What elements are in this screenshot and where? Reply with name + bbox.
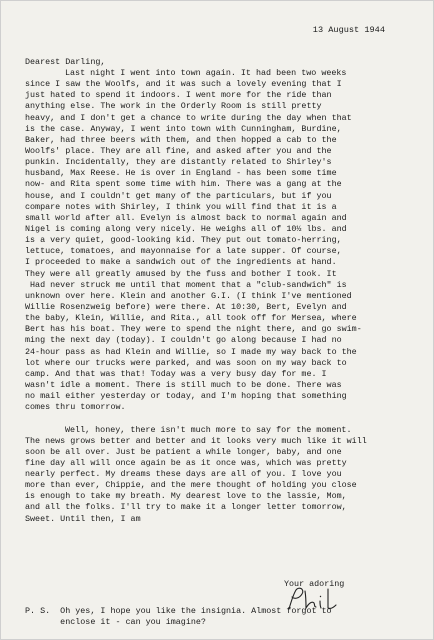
text-line: wasn't idle a moment. There is still much to be done. There was (25, 379, 342, 390)
text-line: Well, honey, there isn't much more to say for the moment. (65, 424, 352, 435)
text-line: the baby, Klein, Willie, and Rita., all took off for Mersea, where (25, 313, 357, 324)
text-line: camp. And that was that! Today was a very busy day for me. I (25, 368, 327, 379)
letter-date: 13 August 1944 (312, 25, 385, 35)
text-line: unknown over here. Klein and another G.I. (I think I've mentioned (25, 290, 352, 301)
text-line: since I saw the Woolfs, and it was such a lovely evening that I (25, 79, 342, 90)
paragraph-2 (25, 425, 429, 525)
text-line: Sweet. Until then, I am (25, 513, 141, 524)
text-line: husband, Max Reese. He is over in England - has been some time (25, 168, 337, 179)
text-line: nearly perfect. My dreams these days are all of you. I love you (25, 469, 342, 480)
text-line: Woolfs' place. They are all fine, and asked after you and the (25, 145, 332, 156)
text-line: compare notes with Shirley, I think you will find that it is a (25, 201, 337, 212)
salutation: Dearest Darling, (25, 57, 106, 67)
text-line: anything else. The work in the Orderly Room is still pretty (25, 101, 322, 112)
text-line: small world after all. Evelyn is almost back to normal again and (25, 212, 347, 223)
postscript-line: P. S. Oh yes, I hope you like the insignia. Almost forgot to (25, 606, 332, 616)
text-line: Nigel is coming along very nicely. He weighs all of 10½ lbs. and (25, 223, 347, 234)
text-line: ming the next day (today). I couldn't go along because I had no (25, 335, 342, 346)
text-line: is enough to take my breath. My dearest love to the lassie, Mom, (25, 491, 347, 502)
text-line: is the case. Anyway, I went into town with Cunningham, Burdine, (25, 123, 342, 134)
text-line: house, and I couldn't get many of the particulars, but if you (25, 190, 332, 201)
closing: Your adoring (284, 579, 345, 589)
text-line: more than ever, Chippie, and the mere thought of holding you close (25, 480, 357, 491)
text-line: punkin. Incidentally, they are distantly related to Shirley's (25, 157, 332, 168)
text-line: just hated to spend it indoors. I went more for the ride than (25, 90, 332, 101)
text-line: Last night I went into town again. It had been two weeks (65, 68, 347, 78)
text-line: fine day all will once again be as it once was, which was pretty (25, 457, 347, 468)
paragraph-gap (25, 413, 429, 424)
text-line: and all the folks. I'll try to make it a longer letter tomorrow, (25, 502, 347, 513)
text-line: Willie Rosenzweig before) were there. At 10:30, Bert, Evelyn and (25, 301, 347, 312)
text-line: no mail either yesterday or today, and I'm hoping that something (25, 391, 347, 402)
postscript-line: enclose it - can you imagine? (25, 617, 206, 628)
text-line: 24-hour pass as had Klein and Willie, so I made my way back to the (25, 346, 357, 357)
text-line: Baker, had three beers with them, and then hopped a cab to the (25, 134, 337, 145)
text-line: They were all greatly amused by the fuss and bother I took. It (25, 268, 337, 279)
text-line: heavy, and I don't get a chance to write during the day when that (25, 112, 352, 123)
text-line: lettuce, tomatoes, and mayonnaise for a late supper. Of course, (25, 246, 342, 257)
text-line: now- and Rita spent some time with him. There was a gang at the (25, 179, 342, 190)
text-line: Had never struck me until that moment that a "club-sandwich" is (25, 279, 347, 290)
text-line: I proceeded to make a sandwich out of the ingredients at hand. (25, 257, 337, 268)
text-line: comes thru tomorrow. (25, 402, 126, 413)
text-line: lot where our trucks were parked, and was soon on my way back to (25, 357, 347, 368)
paragraph-1 (25, 68, 429, 413)
text-line: soon be all over. Just be patient a while longer, baby, and one (25, 446, 342, 457)
text-line: is a very quiet, good-looking kid. They put out tomato-herring, (25, 235, 342, 246)
text-line: The news grows better and better and it looks very much like it will (25, 435, 367, 446)
letter-body (25, 68, 429, 525)
text-line: Bert has his boat. They were to spend the night there, and go swim- (25, 324, 362, 335)
postscript (25, 606, 429, 628)
